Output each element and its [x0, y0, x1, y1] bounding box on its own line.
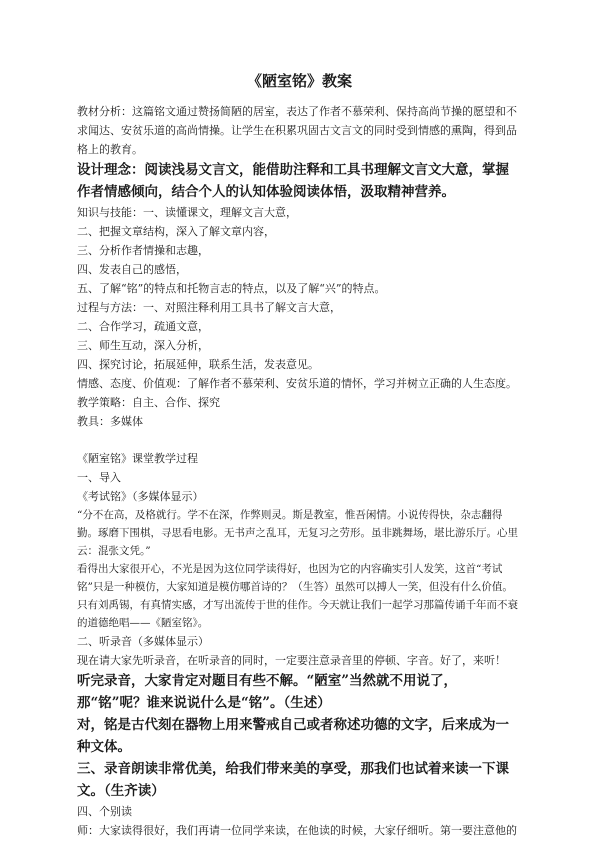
step-1-heading: 一、导入	[77, 471, 121, 484]
step-3-heading: 三、录音朗读非常优美，给我们带来美的享受，那我们也试着来读一下课文。（生齐读）	[77, 761, 509, 799]
knowledge-skills-2: 二、把握文章结构，深入了解文章内容，	[77, 225, 275, 238]
individual-reading-text: 师：大家读得很好，我们再请一位同学来读，在他读的时候，大家仔细听。第一要注意他的	[77, 824, 517, 837]
knowledge-skills-3: 三、分析作者情操和志趣，	[77, 244, 209, 257]
document-page	[77, 72, 522, 840]
section-gap	[77, 431, 522, 449]
teaching-strategy: 教学策略：自主、合作、探究	[77, 396, 220, 409]
process-method-3: 三、师生互动，深入分析，	[77, 339, 209, 352]
listen-instruction: 现在请大家先听录音，在听录音的同时，一定要注意录音里的停顿、字音。好了，来听！	[77, 654, 506, 667]
knowledge-skills-4: 四、发表自己的感悟，	[77, 263, 187, 276]
knowledge-skills-1: 知识与技能：一、读懂课文，理解文言大意，	[77, 206, 297, 219]
step-2-heading: 二、听录音（多媒体显示）	[77, 635, 209, 648]
ming-definition: 对，铭是古代刻在器物上用来警戒自己或者称述功德的文字，后来成为一种文体。	[77, 717, 509, 755]
process-method-1: 过程与方法：一、对照注释利用工具书了解文言大意，	[77, 301, 341, 314]
process-method-2: 二、合作学习，疏通文意，	[77, 320, 209, 333]
process-method-4: 四、探究讨论，拓展延伸，联系生活，发表意见。	[77, 358, 319, 371]
ming-question: 听完录音，大家肯定对题目有些不解。“陋室”当然就不用说了，那“铭”呢？谁来说说什么是“铭”。（生述）	[77, 673, 458, 711]
intro-commentary: 看得出大家很开心，不光是因为这位同学读得好，也因为它的内容确实引人发笑，这首“考试铭”只是一种模仿，大家知道是模仿哪首诗的？（生答）虽然可以搏人一笑，但没有什么价值。只有刘禹锡，有真情实感，才写出流传于世的佳作。今天就让我们一起学习那篇传诵千年而不衰的道德绝唱——《陋室铭》。	[77, 563, 518, 629]
document-title: 《陋室铭》教案	[246, 72, 352, 90]
process-heading: 《陋室铭》课堂教学过程	[77, 452, 198, 465]
textbook-analysis: 教材分析：这篇铭文通过赞扬简陋的居室，表达了作者不慕荣利、保持高尚节操的愿望和不求闻达、安贫乐道的高尚情操。让学生在积累巩固古文言文的同时受到情感的熏陶，得到品格上的教育。	[77, 105, 517, 156]
exam-ming-title: 《考试铭》（多媒体显示）	[77, 490, 204, 503]
step-4-heading: 四、个别读	[77, 805, 132, 818]
knowledge-skills-5: 五、了解“铭”的特点和托物言志的特点，以及了解“兴”的特点。	[77, 282, 386, 295]
exam-ming-text: “分不在高，及格就行。学不在深，作弊则灵。斯是教室，惟吾闲情。小说传得快，杂志翻得勤。琢磨下围棋，寻思看电影。无书声之乱耳，无复习之劳形。虽非跳舞场，堪比游乐厅。心里云：混张文凭。”	[77, 509, 518, 557]
emotion-values: 情感、态度、价值观：了解作者不慕荣利、安贫乐道的情怀，学习并树立正确的人生态度。	[77, 377, 517, 390]
teaching-aids: 教具：多媒体	[77, 415, 143, 428]
design-concept: 设计理念：阅读浅易文言文，能借助注释和工具书理解文言文大意，掌握作者情感倾向，结合个人的认知体验阅读体悟，汲取精神营养。	[77, 162, 509, 200]
